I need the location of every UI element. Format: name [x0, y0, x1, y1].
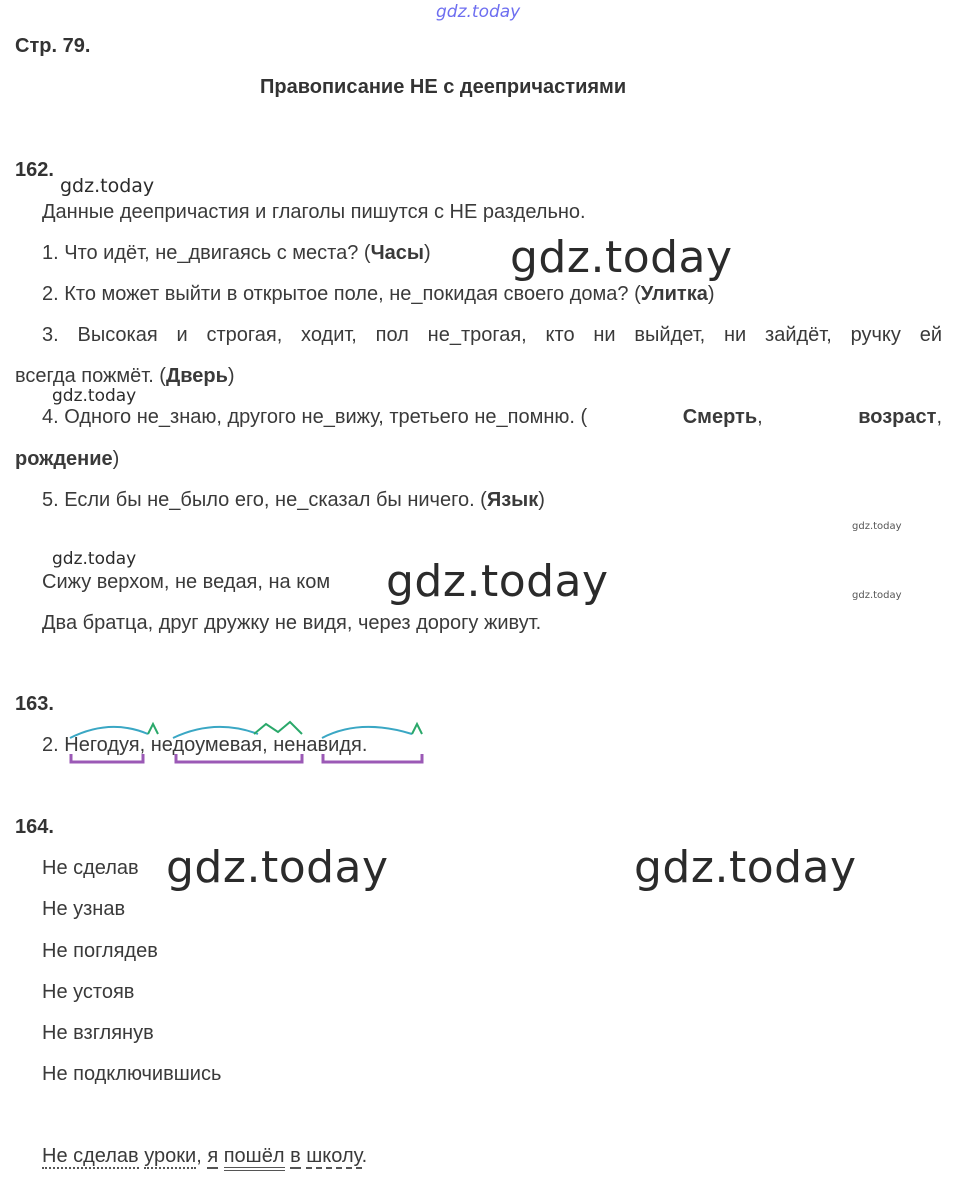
ending-mark-1	[148, 724, 158, 734]
sentence-adverbial: Не сделав	[42, 1145, 139, 1167]
watermark: gdz.today	[386, 556, 609, 607]
ex163-comma-1: ,	[139, 734, 151, 756]
riddle-4-close: )	[112, 448, 120, 470]
ex164-sentence	[42, 1145, 367, 1168]
riddle-3-close: )	[227, 365, 235, 387]
ex163-word-2: недоумевая	[150, 734, 263, 756]
sentence-object: уроки	[144, 1145, 197, 1167]
ex164-item: Не устояв	[42, 981, 135, 1003]
riddle-1-close: )	[423, 242, 431, 264]
riddle-5-close: )	[538, 489, 545, 511]
ex163-word-1: Негодуя	[64, 734, 140, 756]
exercise-number-162: 162.	[15, 159, 54, 181]
sentence-predicate: пошёл	[224, 1145, 285, 1171]
ex162-riddle-1	[42, 242, 431, 265]
ex164-item: Не подключившись	[42, 1063, 222, 1085]
ex162-riddle-3-line-1: 3. Высокая и строгая, ходит, пол не_трогая, кто ни выйдет, ни зайдёт, ручку ей	[42, 324, 942, 346]
ending-mark-2	[254, 722, 302, 734]
riddle-4-sep-2: ,	[936, 406, 942, 428]
riddle-1-answer: Часы	[370, 242, 424, 264]
ex163-prefix: 2.	[42, 734, 65, 756]
page-title: Правописание НЕ с деепричастиями	[260, 76, 627, 98]
watermark: gdz.today	[60, 175, 155, 197]
ex164-item: Не узнав	[42, 898, 126, 920]
riddle-2-text: 2. Кто может выйти в открытое поле, не_покидая своего дома? (	[42, 283, 641, 305]
ex163-comma-2: ,	[262, 734, 274, 756]
riddle-3-text: всегда пожмёт. (	[15, 365, 166, 387]
riddle-2-answer: Улитка	[640, 283, 708, 305]
riddle-1-text: 1. Что идёт, не_двигаясь с места? (	[42, 242, 371, 264]
ex164-item: Не сделав	[42, 857, 139, 879]
watermark: gdz.today	[52, 549, 137, 569]
sentence-subject: я	[207, 1145, 219, 1167]
watermark: gdz.today	[510, 232, 733, 283]
watermark: gdz.today	[852, 590, 902, 601]
ex164-item: Не поглядев	[42, 940, 158, 962]
page-reference: Стр. 79.	[15, 35, 91, 57]
riddle-5-answer: Язык	[486, 489, 539, 511]
ex162-riddle-3-line-2	[15, 365, 235, 388]
ex162-extra-riddle-2: Два братца, друг дружку не видя, через дорогу живут.	[42, 612, 542, 634]
ex164-item: Не взглянув	[42, 1022, 154, 1044]
ex162-intro: Данные деепричастия и глаголы пишутся с НЕ раздельно.	[42, 201, 586, 223]
watermark: gdz.today	[52, 386, 137, 406]
ending-mark-3	[412, 724, 422, 734]
exercise-number-163: 163.	[15, 693, 54, 715]
ex163-answer	[42, 734, 367, 757]
riddle-5-text: 5. Если бы не_было его, не_сказал бы ничего. (	[42, 489, 487, 511]
ex163-word-3: ненавидя	[273, 734, 362, 756]
watermark: gdz.today	[852, 521, 902, 532]
watermark-top: gdz.today	[436, 2, 521, 22]
watermark: gdz.today	[166, 842, 389, 893]
sentence-end: .	[361, 1145, 368, 1167]
ex163-end: .	[361, 734, 368, 756]
ex162-riddle-2	[42, 283, 715, 306]
riddle-4-answer-b: возраст	[858, 406, 937, 428]
riddle-2-close: )	[707, 283, 715, 305]
ex162-riddle-4-line-1	[42, 406, 942, 429]
ex162-extra-riddle-1: Сижу верхом, не ведая, на ком	[42, 571, 331, 593]
riddle-4-text: 4. Одного не_знаю, другого не_вижу, третьего не_помню. (	[42, 406, 588, 428]
ex162-riddle-4-line-2	[15, 448, 119, 471]
exercise-number-164: 164.	[15, 816, 54, 838]
riddle-4-sep: ,	[757, 406, 763, 428]
riddle-3-answer: Дверь	[165, 365, 228, 387]
ex162-riddle-5	[42, 489, 545, 512]
riddle-4-answer-a: Смерть	[682, 406, 758, 428]
sentence-comma: ,	[196, 1145, 202, 1167]
riddle-4-answer-c: рождение	[15, 448, 113, 470]
watermark: gdz.today	[634, 842, 857, 893]
sentence-place: школу	[306, 1145, 362, 1167]
sentence-preposition: в	[290, 1145, 301, 1167]
